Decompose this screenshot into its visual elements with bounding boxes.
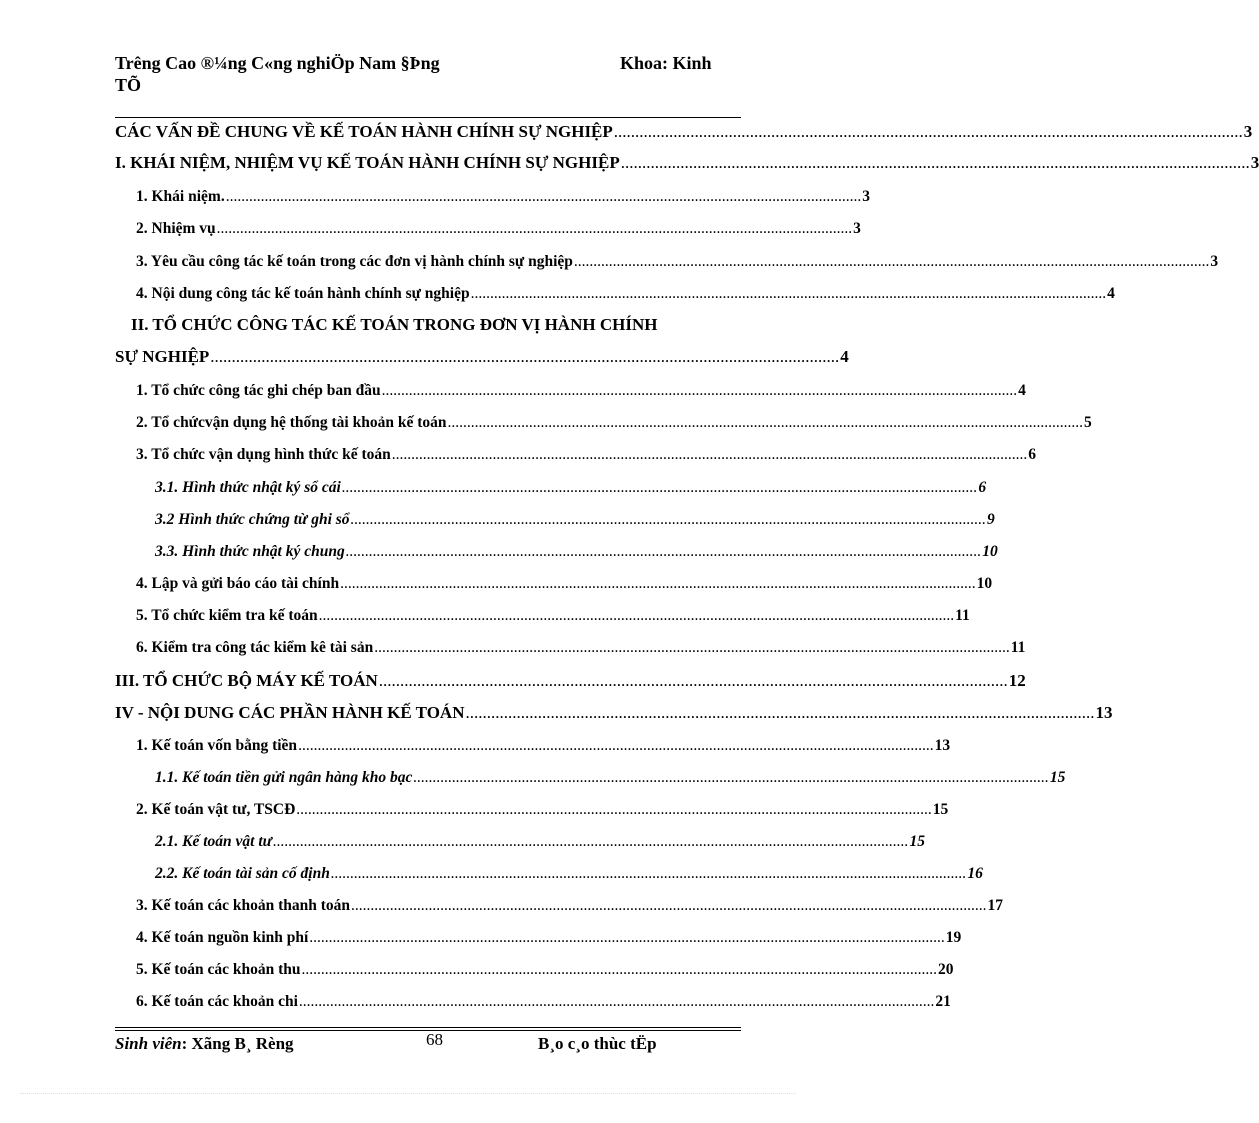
toc-entry-page: 17 — [987, 897, 1004, 914]
toc-entry-label: 1.1. Kế toán tiền gửi ngân hàng kho bạc — [155, 769, 413, 786]
toc-entry[interactable] — [155, 865, 983, 883]
toc-entry-page: 13 — [1095, 703, 1113, 722]
toc-entry[interactable] — [136, 929, 962, 947]
toc-entry-page: 6 — [1028, 446, 1037, 463]
toc-leader: .................................................................................................................................................................... — [345, 543, 982, 560]
toc-leader: .................................................................................................................................................................... — [298, 737, 934, 754]
toc-entry-label: 2. Kế toán vật tư, TSCĐ — [136, 801, 296, 818]
toc-entry[interactable] — [136, 575, 993, 593]
toc-leader: .................................................................................................................................................................... — [391, 446, 1028, 463]
toc-entry-page: 4 — [1107, 285, 1115, 302]
toc-entry-label: 3. Kế toán các khoản thanh toán — [136, 897, 351, 914]
toc-leader: .................................................................................................................................................................... — [225, 188, 862, 205]
toc-entry-label: 4. Nội dung công tác kế toán hành chính sự nghiệp — [136, 285, 470, 302]
toc-entry[interactable] — [136, 961, 954, 979]
toc-entry-page: 4 — [1018, 382, 1026, 399]
toc-entry-page: 15 — [1049, 769, 1066, 786]
toc-entry[interactable] — [136, 639, 1026, 657]
toc-leader: .................................................................................................................................................... — [210, 347, 840, 366]
toc-entry-label: 1. Khái niệm. — [136, 188, 225, 205]
toc-leader: .................................................................................................................................................................... — [350, 511, 987, 528]
toc-entry-page: 21 — [935, 993, 951, 1010]
toc-entry-label: 2.2. Kế toán tài sản cố định — [155, 865, 330, 882]
toc-leader: .................................................................................................................................................................... — [296, 801, 932, 818]
toc-entry-label: 3. Yêu cầu công tác kế toán trong các đơn vị hành chính sự nghiệp — [136, 253, 573, 270]
toc-entry-page: 15 — [932, 801, 949, 818]
toc-entry-label: 3. Tổ chức vận dụng hình thức kế toán — [136, 446, 391, 463]
toc-entry[interactable] — [136, 414, 1092, 432]
toc-entry[interactable] — [136, 446, 1037, 464]
toc-entry-page: 4 — [840, 347, 849, 366]
toc-leader: .................................................................................................................................................................... — [330, 865, 967, 882]
toc-leader: .................................................................................................................................................... — [620, 153, 1250, 172]
toc-leader: .................................................................................................................................................................... — [573, 253, 1210, 270]
toc-entry-label: 5. Tổ chức kiểm tra kế toán — [136, 607, 318, 624]
toc-leader: .................................................................................................................................................... — [613, 122, 1243, 141]
footer-rule-top — [115, 1027, 741, 1028]
toc-entry[interactable] — [136, 897, 1004, 915]
toc-entry[interactable] — [136, 220, 861, 238]
toc-entry[interactable] — [136, 801, 949, 819]
header-school-name-cont: TÕ — [115, 75, 142, 95]
toc-entry-label: IV - NỘI DUNG CÁC PHẦN HÀNH KẾ TOÁN — [115, 703, 465, 722]
toc-entry-page: 12 — [1008, 671, 1026, 690]
toc-entry[interactable] — [155, 543, 998, 561]
toc-leader: .................................................................................................................................................................... — [309, 929, 945, 946]
toc-entry-page: 6 — [978, 479, 987, 496]
toc-entry[interactable] — [136, 285, 1115, 303]
toc-entry[interactable] — [115, 122, 1253, 142]
toc-entry-label: I. KHÁI NIỆM, NHIỆM VỤ KẾ TOÁN HÀNH CHÍNH SỰ NGHIỆP — [115, 153, 620, 172]
toc-entry-page: 3 — [1210, 253, 1219, 270]
toc-entry[interactable] — [136, 737, 951, 755]
toc-entry-label: 6. Kiểm tra công tác kiểm kê tài sản — [136, 639, 374, 656]
toc-entry-label: SỰ NGHIỆP — [115, 347, 210, 366]
toc-entry-label: 1. Kế toán vốn bằng tiền — [136, 737, 298, 754]
toc-entry-page: 9 — [987, 511, 995, 528]
toc-entry-page: 19 — [945, 929, 962, 946]
toc-entry-label: 2.1. Kế toán vật tư — [155, 833, 272, 850]
toc-entry-label: III. TỔ CHỨC BỘ MÁY KẾ TOÁN — [115, 671, 378, 690]
toc-entry-label: 6. Kế toán các khoản chi — [136, 993, 298, 1010]
toc-entry-page: 10 — [982, 543, 998, 560]
toc-entry[interactable] — [115, 347, 849, 367]
toc-entry-label: 3.3. Hình thức nhật ký chung — [155, 543, 345, 560]
toc-leader: .................................................................................................................................................................... — [381, 382, 1018, 399]
toc-leader: .................................................................................................................................................................... — [470, 285, 1107, 302]
toc-entry-label: 1. Tổ chức công tác ghi chép ban đầu — [136, 382, 381, 399]
toc-leader: .................................................................................................................................................................... — [447, 414, 1083, 431]
footer-author-label: Sinh viên — [115, 1034, 182, 1053]
toc-entry-label: 5. Kế toán các khoản thu — [136, 961, 301, 978]
toc-entry-page: 3 — [1243, 122, 1253, 141]
toc-entry-page: 10 — [976, 575, 993, 592]
footer-author-name: : Xãng B¸ Rèng — [181, 1034, 294, 1053]
header-school-name: Trêng Cao ®¼ng C«ng nghiÖp Nam §Þng — [115, 53, 440, 73]
toc-entry-page: 11 — [1010, 639, 1026, 656]
toc-entry[interactable] — [155, 833, 925, 851]
toc-entry[interactable] — [136, 382, 1026, 400]
footer-page-number: 68 — [426, 1030, 443, 1049]
toc-entry[interactable] — [155, 769, 1066, 787]
toc-entry-page: 16 — [967, 865, 983, 882]
toc-entry[interactable] — [136, 993, 951, 1011]
toc-entry-label: 2. Tổ chứcvận dụng hệ thống tài khoản kế toán — [136, 414, 447, 431]
toc-entry-page: 3 — [862, 188, 870, 205]
toc-entry-label: 3.1. Hình thức nhật ký sổ cái — [155, 479, 341, 496]
toc-entry-label-line1[interactable]: II. TỔ CHỨC CÔNG TÁC KẾ TOÁN TRONG ĐƠN VỊ HÀNH CHÍNH — [131, 315, 658, 334]
toc-entry[interactable] — [136, 253, 1219, 271]
toc-entry-label: 4. Kế toán nguồn kinh phí — [136, 929, 309, 946]
toc-entry-label: 3.2 Hình thức chứng từ ghi sổ — [155, 511, 350, 528]
toc-leader: .................................................................................................................................................... — [465, 703, 1095, 722]
toc-entry[interactable] — [155, 511, 995, 529]
toc-entry[interactable] — [115, 153, 1259, 173]
header-rule — [115, 117, 741, 118]
toc-entry-page: 3 — [853, 220, 861, 237]
toc-entry-page: 20 — [938, 961, 954, 978]
toc-entry[interactable] — [136, 607, 970, 625]
toc-leader: .................................................................................................................................................... — [378, 671, 1008, 690]
toc-leader: .................................................................................................................................................................... — [301, 961, 937, 978]
toc-entry-label: 4. Lập và gửi báo cáo tài chính — [136, 575, 340, 592]
toc-leader: .................................................................................................................................................................... — [340, 575, 976, 592]
toc-leader: .................................................................................................................................................................... — [298, 993, 935, 1010]
toc-entry-page: 5 — [1083, 414, 1092, 431]
toc-leader: .................................................................................................................................................................... — [374, 639, 1010, 656]
toc-entry-page: 11 — [955, 607, 970, 624]
header-department: Khoa: Kinh — [620, 53, 712, 73]
toc-entry[interactable] — [115, 703, 1113, 723]
toc-leader: .................................................................................................................................................................... — [413, 769, 1049, 786]
toc-entry-page: 3 — [1250, 153, 1259, 172]
toc-entry[interactable] — [136, 188, 870, 206]
toc-entry[interactable] — [155, 479, 987, 497]
page-bottom-border — [20, 1093, 796, 1094]
toc-leader: .................................................................................................................................................................... — [341, 479, 978, 496]
footer-author — [115, 1034, 294, 1054]
toc-entry[interactable] — [115, 671, 1026, 691]
footer-report-title: B¸o c¸o thùc tËp — [538, 1034, 657, 1053]
toc-leader: .................................................................................................................................................................... — [318, 607, 955, 624]
toc-entry-page: 15 — [909, 833, 925, 850]
toc-leader: .................................................................................................................................................................... — [272, 833, 909, 850]
toc-entry-page: 13 — [934, 737, 951, 754]
toc-entry-label: CÁC VẤN ĐỀ CHUNG VỀ KẾ TOÁN HÀNH CHÍNH SỰ NGHIỆP — [115, 122, 613, 141]
toc-entry-label: 2. Nhiệm vụ — [136, 220, 216, 237]
toc-leader: .................................................................................................................................................................... — [351, 897, 987, 914]
toc-leader: .................................................................................................................................................................... — [216, 220, 853, 237]
